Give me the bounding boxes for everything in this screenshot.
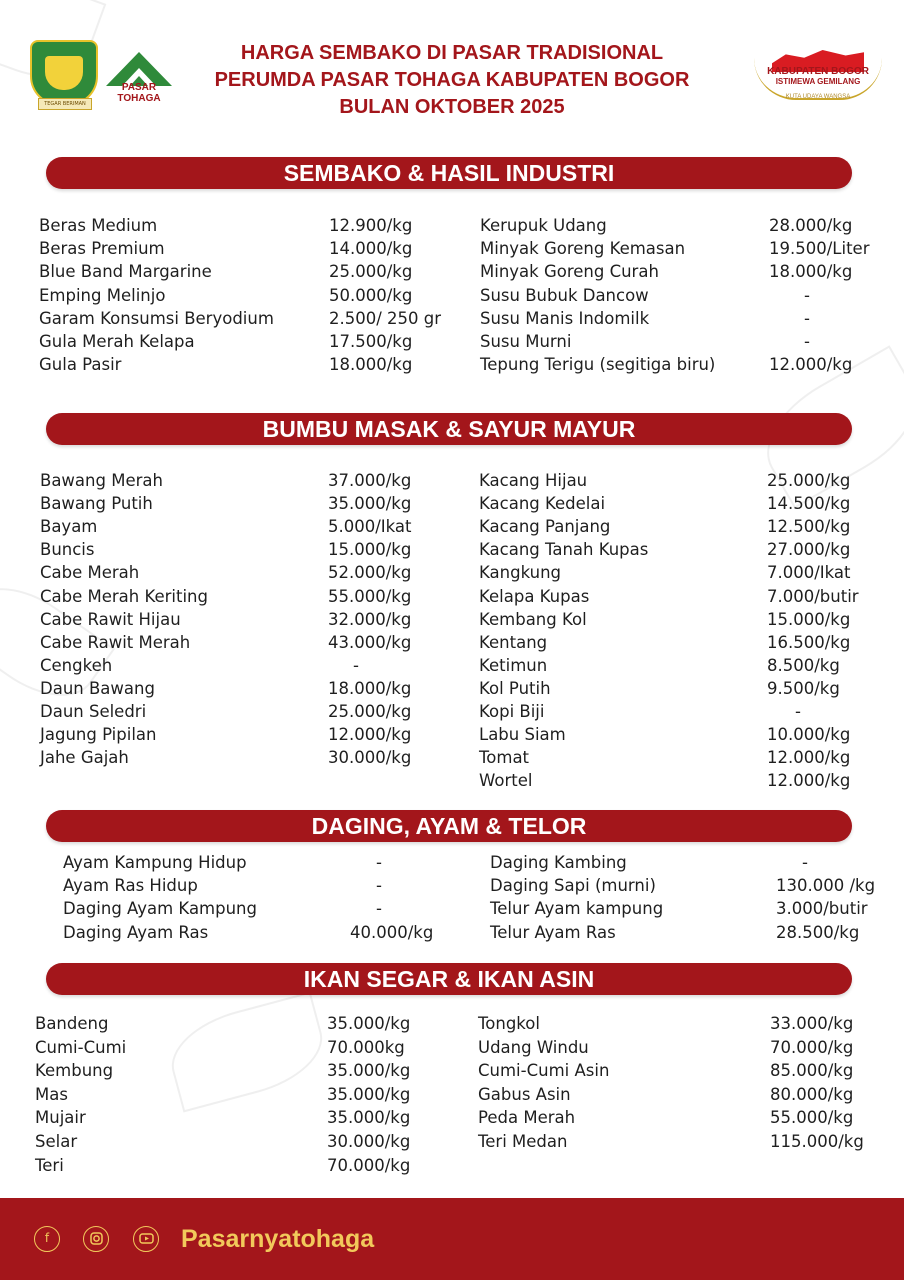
item-price: 55.000/kg xyxy=(770,1108,854,1128)
item-name: Daging Ayam Ras xyxy=(63,922,209,942)
item-name: Wortel xyxy=(479,771,533,791)
item-price: 32.000/kg xyxy=(328,609,412,629)
item-price: 28.000/kg xyxy=(769,216,853,235)
item-price: 7.000/butir xyxy=(767,586,859,606)
item-price: - xyxy=(804,332,810,351)
leaf-decoration xyxy=(162,992,332,1113)
item-price: - xyxy=(804,285,810,305)
item-price: 18.000/kg xyxy=(769,262,853,282)
page-title xyxy=(160,40,744,121)
item-price: 2.500/ 250 gr xyxy=(329,308,442,328)
item-price: 30.000/kg xyxy=(327,1132,411,1151)
item-price: 12.000/kg xyxy=(769,355,853,375)
item-price: 12.000/kg xyxy=(767,748,851,768)
item-price: 33.000/kg xyxy=(770,1014,854,1033)
item-price: 43.000/kg xyxy=(328,632,412,652)
item-name: Daging Sapi (murni) xyxy=(490,876,656,896)
item-name: Telur Ayam kampung xyxy=(490,899,664,919)
item-price: 5.000/Ikat xyxy=(328,517,412,537)
section-banner-ikan: IKAN SEGAR & IKAN ASIN xyxy=(46,963,852,995)
item-name: Tepung Terigu (segitiga biru) xyxy=(480,355,716,375)
kabupaten-bogor-emblem: TEGAR BERIMAN xyxy=(30,40,98,106)
item-price: 35.000/kg xyxy=(327,1084,411,1104)
item-name: Kacang Hijau xyxy=(479,471,588,490)
item-name: Cengkeh xyxy=(40,655,113,675)
header xyxy=(0,0,904,140)
item-price: 35.000/kg xyxy=(327,1014,411,1033)
item-name: Kol Putih xyxy=(479,678,551,698)
item-price: 18.000/kg xyxy=(328,678,412,698)
item-name: Kopi Biji xyxy=(479,702,545,721)
instagram-icon[interactable] xyxy=(83,1226,109,1252)
item-name: Kembang Kol xyxy=(479,609,587,629)
section-banner-daging: DAGING, AYAM & TELOR xyxy=(46,810,852,842)
item-price: 10.000/kg xyxy=(767,725,851,745)
item-name: Kentang xyxy=(479,632,548,652)
item-price: 27.000/kg xyxy=(767,540,851,560)
item-price: 15.000/kg xyxy=(328,540,412,560)
item-name: Tomat xyxy=(479,748,530,768)
section-banner-bumbu: BUMBU MASAK & SAYUR MAYUR xyxy=(46,413,852,445)
item-price: 35.000/kg xyxy=(328,494,412,514)
item-price: 12.500/kg xyxy=(767,517,851,537)
item-name: Gula Merah Kelapa xyxy=(39,332,195,351)
item-price: 16.500/kg xyxy=(767,632,851,652)
item-name: Teri xyxy=(35,1155,64,1175)
item-name: Udang Windu xyxy=(478,1037,589,1057)
kabupaten-bogor-istimewa-logo: KABUPATEN BOGOR ISTIMEWA GEMILANG KUTA UDAYA WANGSA xyxy=(748,48,888,108)
item-name: Daun Seledri xyxy=(40,702,147,721)
item-name: Gula Pasir xyxy=(39,355,122,375)
item-name: Susu Murni xyxy=(480,332,572,351)
item-name: Garam Konsumsi Beryodium xyxy=(39,308,274,328)
item-price: - xyxy=(804,308,810,328)
item-price: 14.500/kg xyxy=(767,494,851,514)
item-price: 50.000/kg xyxy=(329,285,413,305)
item-name: Jahe Gajah xyxy=(40,748,129,768)
item-name: Ayam Kampung Hidup xyxy=(63,853,247,872)
item-price: 12.000/kg xyxy=(328,725,412,745)
item-name: Cabe Rawit Merah xyxy=(40,632,191,652)
title-line-3: BULAN OKTOBER 2025 xyxy=(339,96,565,118)
item-price: 37.000/kg xyxy=(328,471,412,490)
item-price: - xyxy=(802,853,808,872)
item-name: Selar xyxy=(35,1132,78,1151)
item-price: 15.000/kg xyxy=(767,609,851,629)
title-line-1: HARGA SEMBAKO DI PASAR TRADISIONAL xyxy=(240,42,664,64)
item-price: 14.000/kg xyxy=(329,239,413,259)
item-price: 19.500/Liter xyxy=(769,239,870,259)
item-price: 70.000kg xyxy=(327,1037,405,1057)
item-name: Cumi-Cumi Asin xyxy=(478,1061,610,1081)
item-price: 80.000/kg xyxy=(770,1084,854,1104)
item-price: 35.000/kg xyxy=(327,1061,411,1081)
item-name: Susu Manis Indomilk xyxy=(480,308,650,328)
item-name: Bawang Putih xyxy=(40,494,153,514)
item-price: 70.000/kg xyxy=(770,1037,854,1057)
item-price: 25.000/kg xyxy=(767,471,851,490)
item-name: Beras Premium xyxy=(39,239,165,259)
social-handle[interactable]: Pasarnyatohaga xyxy=(181,1225,375,1253)
item-name: Labu Siam xyxy=(479,725,566,745)
item-price: - xyxy=(376,853,382,872)
item-name: Telur Ayam Ras xyxy=(490,922,616,942)
item-name: Cabe Merah Keriting xyxy=(40,586,208,606)
facebook-icon[interactable]: f xyxy=(34,1226,60,1252)
item-name: Emping Melinjo xyxy=(39,285,166,305)
item-name: Kembung xyxy=(35,1061,114,1081)
item-price: - xyxy=(376,899,382,919)
item-price: 17.500/kg xyxy=(329,332,413,351)
item-price: 9.500/kg xyxy=(767,678,840,698)
item-name: Cumi-Cumi xyxy=(35,1037,127,1057)
item-price: 25.000/kg xyxy=(328,702,412,721)
item-name: Kerupuk Udang xyxy=(480,216,607,235)
item-price: 85.000/kg xyxy=(770,1061,854,1081)
youtube-icon[interactable] xyxy=(133,1226,159,1252)
item-name: Jagung Pipilan xyxy=(40,725,157,745)
item-price: 25.000/kg xyxy=(329,262,413,282)
item-name: Kacang Panjang xyxy=(479,517,611,537)
item-name: Mujair xyxy=(35,1108,86,1128)
item-name: Bayam xyxy=(40,517,98,537)
item-name: Beras Medium xyxy=(39,216,158,235)
section-banner-sembako: SEMBAKO & HASIL INDUSTRI xyxy=(46,157,852,189)
item-name: Daun Bawang xyxy=(40,678,155,698)
item-price: 18.000/kg xyxy=(329,355,413,375)
title-line-2: PERUMDA PASAR TOHAGA KABUPATEN BOGOR xyxy=(214,69,690,91)
item-price: 30.000/kg xyxy=(328,748,412,768)
item-price: 70.000/kg xyxy=(327,1155,411,1175)
item-name: Kacang Kedelai xyxy=(479,494,606,514)
item-price: 28.500/kg xyxy=(776,922,860,942)
item-name: Daging Ayam Kampung xyxy=(63,899,257,919)
item-name: Blue Band Margarine xyxy=(39,262,212,282)
item-name: Ayam Ras Hidup xyxy=(63,876,198,896)
item-price: 52.000/kg xyxy=(328,563,412,583)
item-name: Bandeng xyxy=(35,1014,109,1033)
item-price: 12.900/kg xyxy=(329,216,413,235)
pasar-tohaga-logo: PASAR TOHAGA xyxy=(100,48,178,104)
item-name: Teri Medan xyxy=(478,1132,568,1151)
item-price: - xyxy=(795,702,801,721)
item-name: Gabus Asin xyxy=(478,1084,571,1104)
item-name: Susu Bubuk Dancow xyxy=(480,285,649,305)
item-price: 3.000/butir xyxy=(776,899,868,919)
item-name: Peda Merah xyxy=(478,1108,576,1128)
item-price: 130.000 /kg xyxy=(776,876,876,896)
item-price: - xyxy=(353,655,359,675)
item-name: Kangkung xyxy=(479,563,562,583)
item-name: Kacang Tanah Kupas xyxy=(479,540,649,560)
item-price: 12.000/kg xyxy=(767,771,851,791)
item-price: 35.000/kg xyxy=(327,1108,411,1128)
item-price: 40.000/kg xyxy=(350,922,434,942)
item-name: Minyak Goreng Kemasan xyxy=(480,239,686,259)
item-name: Bawang Merah xyxy=(40,471,163,490)
item-name: Daging Kambing xyxy=(490,853,627,872)
item-price: 115.000/kg xyxy=(770,1132,864,1151)
item-name: Ketimun xyxy=(479,655,548,675)
item-name: Kelapa Kupas xyxy=(479,586,590,606)
item-price: 55.000/kg xyxy=(328,586,412,606)
item-name: Buncis xyxy=(40,540,95,560)
item-price: 8.500/kg xyxy=(767,655,840,675)
item-name: Mas xyxy=(35,1084,68,1104)
item-name: Minyak Goreng Curah xyxy=(480,262,659,282)
item-name: Cabe Rawit Hijau xyxy=(40,609,181,629)
item-price: 7.000/Ikat xyxy=(767,563,851,583)
item-name: Tongkol xyxy=(478,1014,540,1033)
item-name: Cabe Merah xyxy=(40,563,140,583)
item-price: - xyxy=(376,876,382,896)
